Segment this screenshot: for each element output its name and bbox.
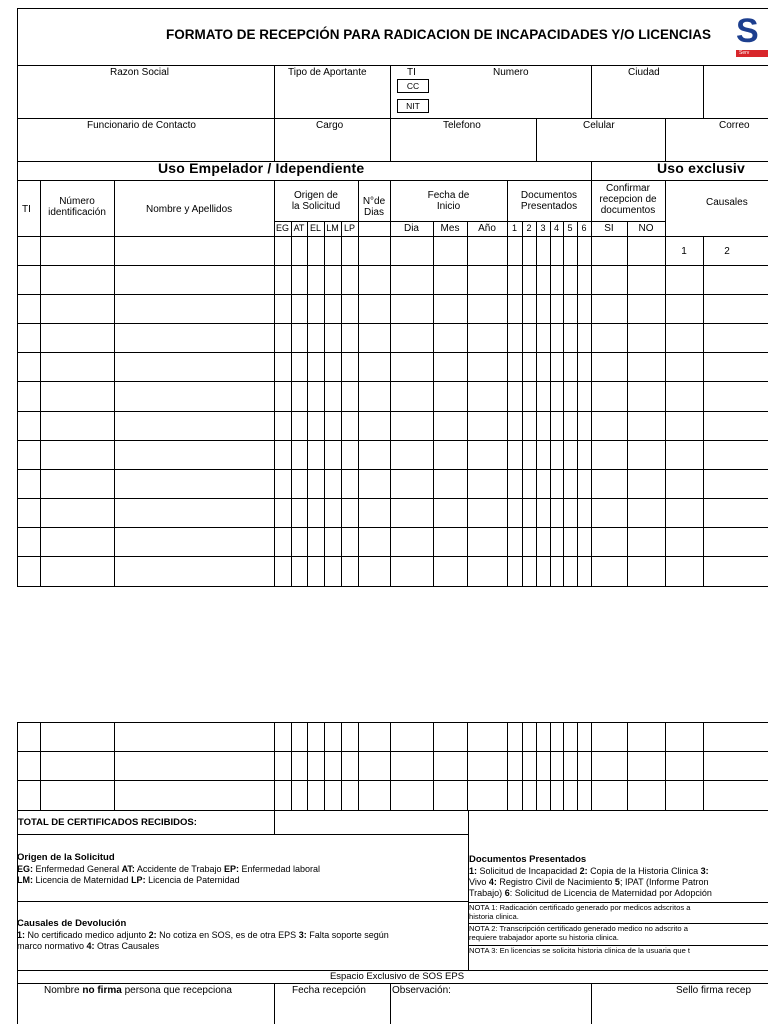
col-docs-l1: Documentos [520,190,578,201]
nombre-post: persona que recepciona [121,985,232,996]
grid-col-line [341,722,342,810]
row-line [17,65,768,66]
grid-col-line [536,722,537,810]
col-confirmar-l1: Confirmar [606,183,650,194]
legend-text: No certificado medico adjunto [25,930,149,940]
col-numero [40,196,114,218]
grid-col-line [40,722,41,810]
sello-firma: Sello firma recep [676,985,752,996]
cc-box[interactable]: CC [397,79,429,93]
table-row[interactable] [114,266,274,294]
legend-text: Accidente de Trabajo [134,864,224,874]
table-row[interactable] [114,382,274,411]
subheader-col-line [627,221,628,236]
grid-col-line [307,236,308,586]
section-empleador: Uso Empelador / Idependiente [158,160,365,176]
legend-code: 1: [469,866,478,876]
logo-tagline: Serv [739,50,750,56]
docs-legend-1 [469,866,709,876]
grid-col-line [433,236,434,586]
grid-col-line [358,236,359,586]
grid-col-line [324,236,325,586]
header-col-line [274,180,275,236]
numero-label: Numero [493,67,529,78]
col-fecha-l1: Fecha de [427,190,470,201]
grid-col-line [341,236,342,586]
col-docs-l2: Presentados [520,201,578,212]
origen-title: Origen de la Solicitud [17,852,115,863]
legend-text: Licencia de Maternidad [33,875,132,885]
subhead-line [274,221,665,222]
docs-title: Documentos Presentados [469,854,587,865]
row-line [17,118,768,119]
subheader-col-line [467,221,468,236]
table-row[interactable] [114,412,274,440]
legend-code: EG: [17,864,34,874]
grid-col-line [577,722,578,810]
subheader-col-line [536,221,537,236]
table-row[interactable] [114,557,274,586]
subheader-col-line [291,221,292,236]
nota-2-b: requiere trabajador aporte su historia clinica. [469,933,619,942]
doc-code-2: 2 [526,223,532,233]
grid-col-line [577,236,578,586]
nit-box[interactable]: NIT [397,99,429,113]
cargo-label: Cargo [316,120,344,131]
legend-text: Trabajo) [469,888,505,898]
sos-logo [736,12,768,58]
col-numero-l2: identificación [48,207,106,218]
table-row[interactable] [114,752,274,780]
table-row[interactable] [114,781,274,810]
col-ti: TI [22,204,31,215]
col-origen-l1: Origen de [294,190,338,201]
grid-col-line [433,722,434,810]
grid-col-line [522,236,523,586]
table-row[interactable] [114,237,274,265]
col-confirmar-l2: recepcion de [599,194,657,205]
legend-text: Vivo [469,877,489,887]
observacion: Observación: [392,985,451,996]
total-certificados: TOTAL DE CERTIFICADOS RECIBIDOS: [18,817,197,828]
subheader-col-line [550,221,551,236]
legend-code: 1: [17,930,26,940]
legend-text: Enfermedad laboral [239,864,321,874]
nota-1-b: historia clinica. [469,912,519,921]
grid-col-line [390,236,391,586]
celular-label: Celular [583,120,615,131]
header-col-line [114,180,115,236]
confirmar-no: NO [638,223,654,234]
legend-text: : Solicitud de Licencia de Maternidad por Adopción [509,888,712,898]
legend-code: 4: [488,877,497,887]
legend-code: 5 [614,877,620,887]
legend-code: AT: [121,864,135,874]
subheader-col-line [433,221,434,236]
legend-code: 2: [148,930,157,940]
logo-red-bar [736,50,768,57]
grid-col-line [467,722,468,810]
header-col-line [390,180,391,236]
subheader-col-line [341,221,342,236]
col-line [591,983,592,1024]
row-line [17,834,468,835]
col-dias [358,196,390,218]
col-origen-l2: la Solicitud [291,201,341,212]
nombre-bold: no firma [82,985,122,996]
grid-col-line [274,722,275,810]
row-line [17,901,468,902]
logo-letter: S [736,12,759,50]
doc-code-3: 3 [540,223,546,233]
grid-row-line [17,810,768,811]
legend-code: 4: [86,941,95,951]
grid-col-line [627,236,628,586]
espacio-exclusivo: Espacio Exclusivo de SOS EPS [329,971,465,982]
grid-col-line [550,236,551,586]
legend-text: marco normativo [17,941,87,951]
grid-col-line [507,722,508,810]
col-docs [507,190,591,212]
causales-title: Causales de Devolución [17,918,127,929]
col-fecha [390,190,507,212]
legend-code: LP: [131,875,146,885]
legend-text: ; IPAT (Informe Patron [619,877,709,887]
grid-col-line [274,236,275,586]
fecha-recepcion: Fecha recepción [292,985,366,996]
grid-col-line [563,722,564,810]
table-row[interactable] [114,470,274,498]
header-col-line [665,180,666,236]
grid-col-line [536,236,537,586]
top-border [17,8,768,9]
origen-legend-2 [17,875,240,885]
grid-col-line [665,722,666,810]
confirmar-si: SI [604,223,614,234]
origen-code-lm: LM [326,223,339,233]
legend-text: Copia de la Historia Clinica [587,866,701,876]
nombre-pre: Nombre [44,985,83,996]
grid-col-line [563,236,564,586]
grid-col-line [324,722,325,810]
col-dias-l1: N°de [362,196,386,207]
grid-col-line [467,236,468,586]
razon-social-label: Razon Social [110,67,169,78]
grid-col-line [40,236,41,586]
grid-col-line [665,236,666,586]
legend-text: Licencia de Paternidad [145,875,240,885]
docs-legend-2 [469,877,708,887]
header-col-line [358,180,359,236]
causal-2: 2 [724,246,730,257]
origen-code-at: AT [293,223,305,233]
col-fecha-l2: Inicio [436,201,461,212]
legend-text: No cotiza en SOS, es de otra EPS [156,930,299,940]
grid-col-line [591,722,592,810]
origen-code-el: EL [309,223,321,233]
subheader-col-line [307,221,308,236]
grid-col-line [550,722,551,810]
doc-code-5: 5 [567,223,573,233]
grid-col-line [522,722,523,810]
form-title: FORMATO DE RECEPCIÓN PARA RADICACION DE INCAPACIDADES Y/O LICENCIAS [166,27,712,42]
table-row[interactable] [114,723,274,751]
legend-text: Otras Causales [94,941,160,951]
grid-col-line [627,722,628,810]
legend-code: 3: [298,930,307,940]
table-row[interactable] [114,441,274,469]
grid-col-line [507,236,508,586]
col-confirmar [591,183,665,216]
legend-code: 3: [700,866,709,876]
fecha-mes: Mes [440,223,460,234]
causal-1: 1 [681,246,687,257]
legend-text: Registro Civil de Nacimiento [496,877,615,887]
col-line [390,983,391,1024]
col-confirmar-l3: documentos [600,205,656,216]
col-numero-l1: Número [59,196,95,207]
col-line [274,983,275,1024]
origen-code-lp: LP [343,223,355,233]
telefono-label: Telefono [443,120,481,131]
col-nombre: Nombre y Apellidos [146,204,233,215]
table-row[interactable] [114,528,274,556]
row-line [17,983,768,984]
table-row[interactable] [114,353,274,381]
header-col-line [507,180,508,236]
table-row[interactable] [114,324,274,352]
header-col-line [591,180,592,236]
section-exclusivo: Uso exclusiv [657,160,745,176]
ti-label: TI [407,67,416,78]
grid-col-line [291,236,292,586]
correo-label: Correo [719,120,750,131]
legend-code: 2: [579,866,588,876]
col-causales: Causales [706,197,748,208]
col-line [665,118,666,161]
left-border [17,8,18,586]
grid-col-line [390,722,391,810]
nombre-recepciona [44,985,232,996]
nota-3: NOTA 3: En licencias se solicita historia clinica de la usuaria que t [469,946,691,955]
left-border [17,722,18,1024]
col-line [536,118,537,161]
table-row[interactable] [114,295,274,323]
docs-legend-3 [469,888,712,898]
grid-row-line [17,586,768,587]
row-line [17,161,768,162]
col-dias-l2: Dias [363,207,384,218]
table-row[interactable] [114,499,274,527]
origen-code-eg: EG [275,223,289,233]
doc-code-6: 6 [581,223,587,233]
subheader-col-line [577,221,578,236]
ciudad-label: Ciudad [628,67,660,78]
header-col-line [40,180,41,236]
origen-legend-1 [17,864,320,874]
grid-col-line [703,722,704,810]
col-origen [274,190,358,212]
legend-text: Falta soporte según [306,930,389,940]
col-line [274,65,275,161]
doc-code-1: 1 [511,223,517,233]
legend-text: Enfermedad General [33,864,122,874]
col-line [591,65,592,118]
nota-2-a: NOTA 2: Transcripción certificado generado medico no adscrito a [469,924,688,933]
row-line [17,180,768,181]
grid-col-line [307,722,308,810]
causales-legend-2 [17,941,159,951]
fecha-ano: Año [478,223,496,234]
subheader-col-line [563,221,564,236]
fecha-dia: Dia [403,223,419,234]
legend-code: EP: [223,864,239,874]
causales-legend-1 [17,930,389,940]
legend-text: Solicitud de Incapacidad [477,866,580,876]
subheader-col-line [324,221,325,236]
doc-code-4: 4 [553,223,559,233]
funcionario-label: Funcionario de Contacto [87,120,196,131]
nota-1-a: NOTA 1: Radicación certificado generado por medicos adscritos a [469,903,691,912]
legend-code: 6 [504,888,510,898]
tipo-aportante-label: Tipo de Aportante [288,67,367,78]
grid-col-line [291,722,292,810]
col-line [703,65,704,118]
legend-code: LM: [17,875,33,885]
grid-col-line [591,236,592,586]
col-line [390,65,391,161]
subheader-col-line [522,221,523,236]
col-line [274,810,275,834]
grid-col-line [358,722,359,810]
